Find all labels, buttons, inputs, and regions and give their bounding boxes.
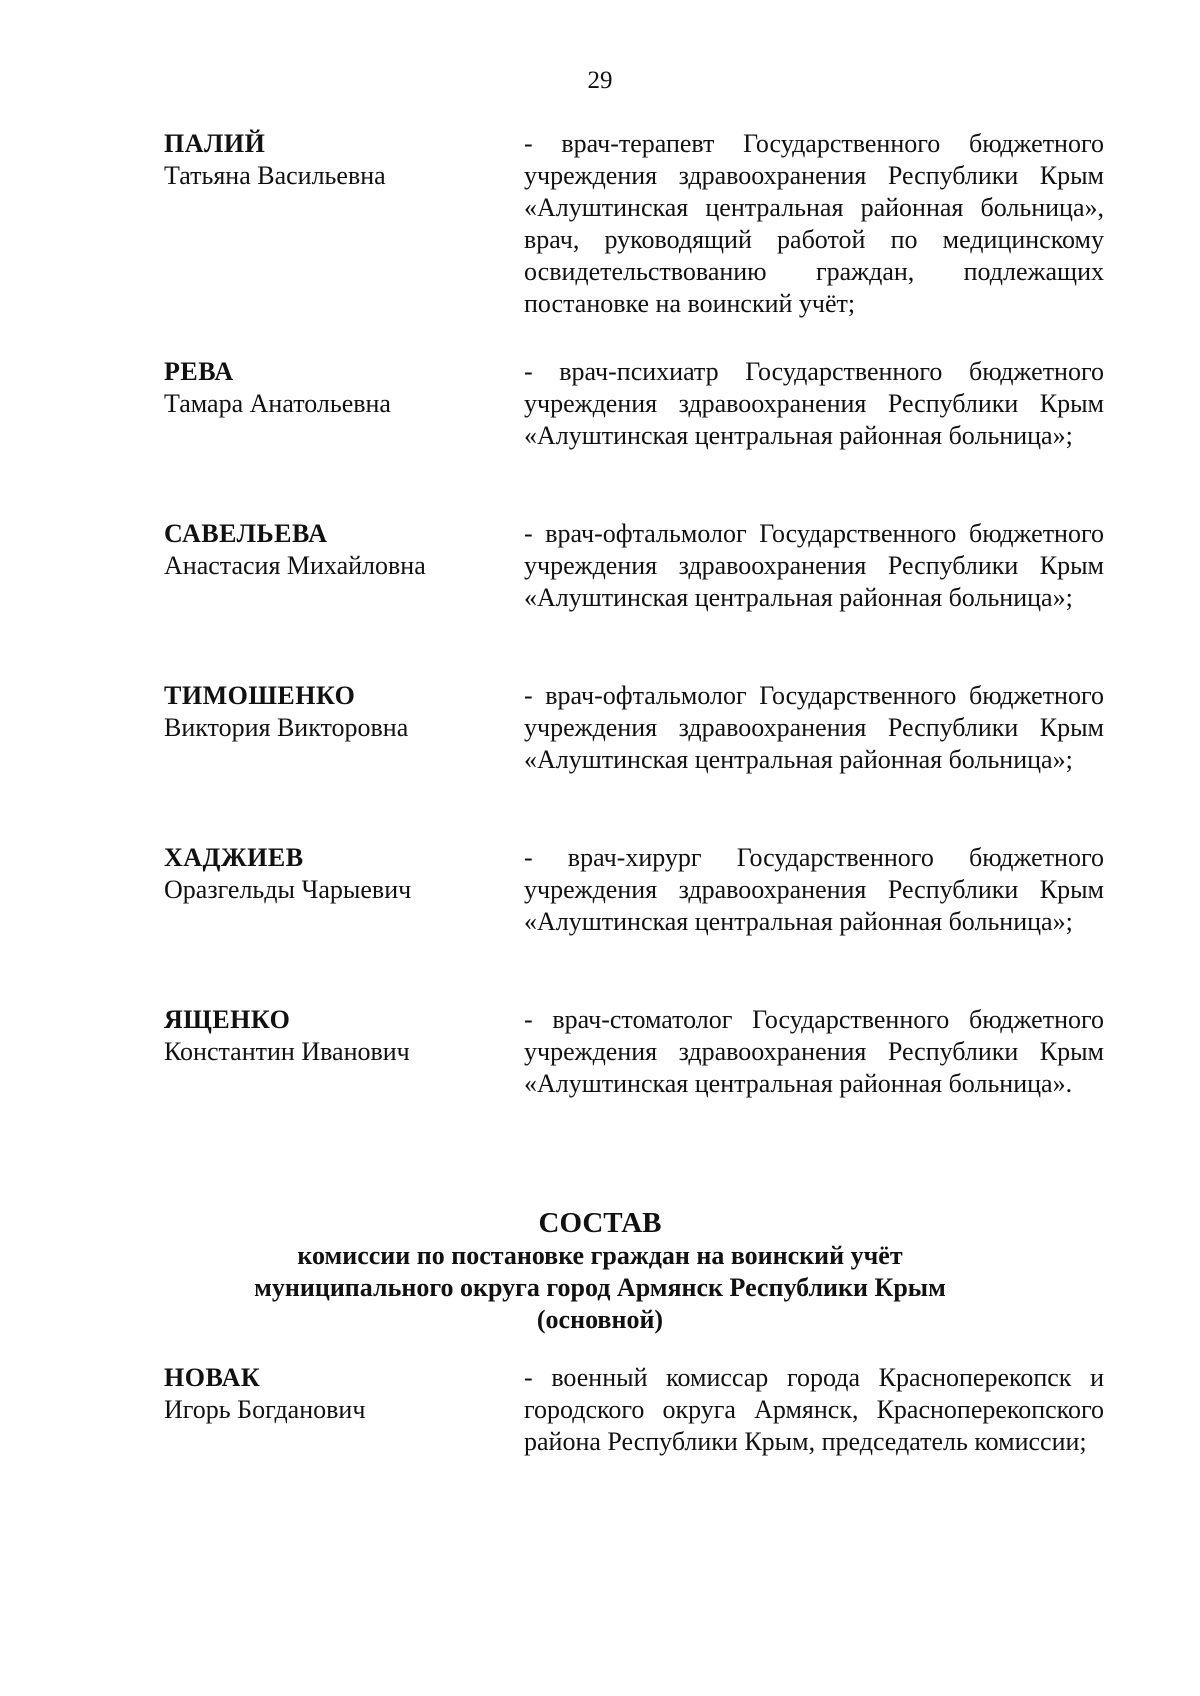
member-given-names: Анастасия Михайловна (164, 551, 426, 580)
member-given-names: Игорь Богданович (164, 1395, 366, 1424)
member-surname: ЯЩЕНКО (164, 1005, 291, 1034)
section-heading (0, 1206, 1200, 1336)
member-role: - врач-офтальмолог Государственного бюджетного учреждения здравоохранения Республики Крым «Алуштинская центральная районная больница»; (524, 681, 1104, 774)
member-role: - врач-стоматолог Государственного бюджетного учреждения здравоохранения Республики Крым «Алуштинская центральная районная больница». (524, 1005, 1104, 1098)
member-given-names: Константин Иванович (164, 1037, 410, 1066)
member-role: - врач-офтальмолог Государственного бюджетного учреждения здравоохранения Республики Крым «Алуштинская центральная районная больница»; (524, 519, 1104, 612)
member-role: - врач-терапевт Государственного бюджетного учреждения здравоохранения Республики Крым «Алуштинская центральная районная больница», врач, руководящий работой по медицинскому освидетельствованию граждан, подлежащих постановке на воинский учёт; (524, 129, 1104, 318)
member-surname: НОВАК (164, 1363, 261, 1392)
section-subtitle-line: комиссии по постановке граждан на воинский учёт (297, 1241, 903, 1270)
member-surname: ПАЛИЙ (164, 129, 266, 158)
member-surname: САВЕЛЬЕВА (164, 519, 328, 548)
member-given-names: Оразгельды Чарыевич (164, 875, 412, 904)
section-subtitle-line: (основной) (536, 1305, 664, 1334)
member-name-block (164, 1004, 524, 1100)
member-entry (164, 680, 1104, 776)
member-name-block (164, 356, 524, 452)
member-given-names: Татьяна Васильевна (164, 161, 386, 190)
member-name-block (164, 680, 524, 776)
member-entry (164, 1362, 1104, 1458)
member-entry (164, 128, 1104, 320)
member-name-block (164, 842, 524, 938)
member-given-names: Тамара Анатольевна (164, 389, 391, 418)
member-surname: ТИМОШЕНКО (164, 681, 356, 710)
member-entry (164, 518, 1104, 614)
member-name-block (164, 1362, 524, 1458)
member-name-block (164, 128, 524, 320)
member-surname: ХАДЖИЕВ (164, 843, 304, 872)
member-role: - военный комиссар города Красноперекопск и городского округа Армянск, Красноперекопского района Республики Крым, председатель комиссии; (524, 1363, 1104, 1456)
member-entry (164, 842, 1104, 938)
member-entry (164, 356, 1104, 452)
member-role: - врач-хирург Государственного бюджетного учреждения здравоохранения Республики Крым «Алуштинская центральная районная больница»; (524, 843, 1104, 936)
member-name-block (164, 518, 524, 614)
member-role: - врач-психиатр Государственного бюджетного учреждения здравоохранения Республики Крым «Алуштинская центральная районная больница»; (524, 357, 1104, 450)
member-entry (164, 1004, 1104, 1100)
member-given-names: Виктория Викторовна (164, 713, 409, 742)
member-surname: РЕВА (164, 357, 234, 386)
section-title: СОСТАВ (538, 1207, 662, 1239)
page-number: 29 (587, 67, 613, 94)
section-subtitle-line: муниципального округа город Армянск Республики Крым (254, 1273, 946, 1302)
